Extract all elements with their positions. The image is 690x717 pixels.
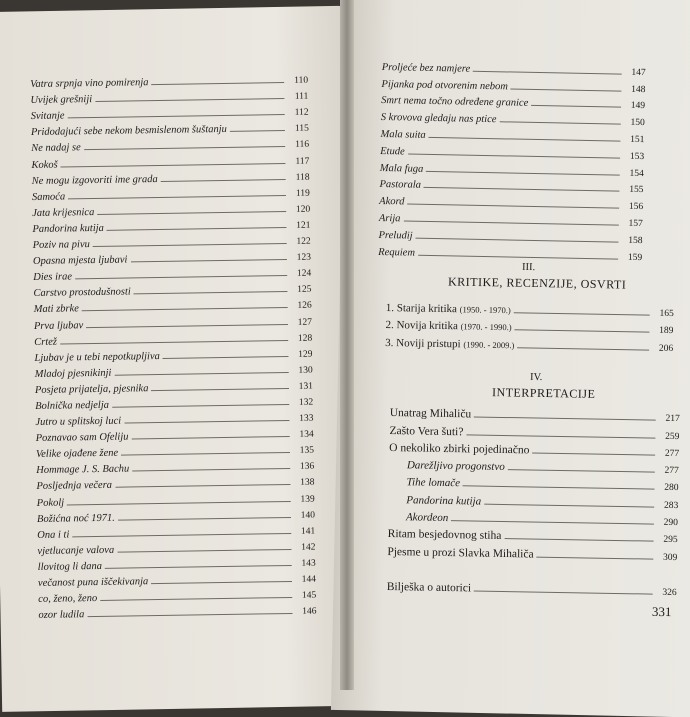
toc-entry-page: 129 [298,349,313,360]
toc-entry-page: 138 [300,478,315,489]
toc-entry-years: (1950. - 1970.) [459,304,511,316]
toc-entry-title: Posljednja večera [36,480,113,493]
toc-entry-page: 155 [629,185,644,196]
dot-leader [161,179,286,182]
toc-entry-title: Pokolj [36,497,65,509]
toc-entry-title: Carstvo prostodušnosti [33,286,131,300]
toc-entry-page: 158 [628,235,643,246]
toc-entry-title: Ne mogu izgovoriti ime grada [31,173,158,187]
toc-entry-page: 157 [628,218,643,230]
toc-entry-page: 148 [631,84,646,95]
toc-entry-title: Jata krijesnica [32,206,95,219]
toc-entry-page: 154 [629,168,644,179]
toc-entry-title: večanost puna iščekivanja [37,576,149,589]
toc-entry-page: 125 [297,284,312,296]
toc-entry-page: 153 [629,151,645,162]
toc-entry-page: 143 [301,558,316,569]
toc-entry-title: Etude [380,145,405,158]
toc-entry-title: Ne nadaj se [31,142,81,155]
toc-entry-title: Mladoj pjesnikinji [34,367,112,380]
dot-leader [515,330,650,333]
toc-entry-title: Vatra srpnja vino pomirenja [30,77,149,91]
dot-leader [474,590,653,594]
toc-entry-page: 326 [662,587,677,599]
dot-leader [112,404,289,408]
toc-entry-page: 144 [301,574,317,585]
dot-leader [131,436,289,439]
toc-entry-title: Akordeon [405,511,449,525]
toc-entry-title: Tihe lomače [406,476,461,490]
dot-leader [230,130,285,132]
toc-entry-title: Božićna noć 1971. [36,512,115,525]
dot-leader [511,88,622,91]
dot-leader [107,227,287,231]
toc-entry-page: 142 [301,542,316,553]
toc-entry-page: 217 [665,414,680,425]
dot-leader [100,597,292,601]
dot-leader [95,98,284,102]
toc-entry-title: Smrt nema točno određene granice [381,95,529,110]
dot-leader [152,82,285,85]
toc-entry-title: Samoća [31,191,66,203]
toc-entry-title: Dies irae [33,271,73,284]
dot-leader [134,291,288,294]
toc-entry-page: 290 [663,517,679,529]
section-3-number: III. [521,261,536,274]
dot-leader [130,259,286,262]
toc-entry-page: 259 [665,431,680,442]
toc-entry-title: Ritam besjedovnog stiha [387,528,502,543]
toc-entry-title: Hommage J. S. Bachu [36,463,130,477]
toc-entry-page: 277 [664,465,679,477]
toc-entry-years: (1990. - 2009.) [463,338,515,350]
toc-entry-page: 156 [628,201,644,213]
toc-entry-page: 131 [298,381,314,392]
page-number: 331 [651,603,672,620]
toc-entry-page: 139 [300,494,315,505]
toc-entry-title: Poznavao sam Ofeliju [35,431,129,445]
toc-entry-page: 277 [664,448,680,459]
toc-entry-title: Arija [378,212,401,225]
toc-entry-page: 206 [658,343,674,354]
dot-leader [124,420,289,424]
right-toc-list [378,56,646,263]
dot-leader [473,71,622,75]
toc-entry-label: 2. Novija kritika [385,319,459,333]
dot-leader [418,254,618,259]
book-gutter [340,0,354,690]
toc-entry-page: 295 [663,535,678,546]
toc-entry-page: 149 [630,101,646,112]
toc-entry-page: 130 [298,365,313,376]
toc-entry-page: 118 [295,172,310,183]
toc-entry-title: vjetlucanje valova [37,544,115,557]
dot-leader [484,503,654,507]
section-3-title: KRITIKE, RECENZIJE, OSVRTI [447,274,627,292]
toc-entry-page: 189 [659,326,674,337]
toc-entry-title: Unatrag Mihaliču [389,407,472,421]
dot-leader [514,312,650,315]
toc-entry-title: Posjeta prijatelja, pjesnika [34,383,149,396]
dot-leader [87,613,292,617]
toc-entry-page: 120 [295,204,311,215]
toc-entry-page: 141 [300,526,316,537]
toc-entry-title: co, ženo, ženo [38,593,98,606]
dot-leader [117,549,291,553]
toc-entry-page: 140 [300,510,316,521]
toc-entry-title: Prva ljubav [33,319,84,332]
toc-entry-title: Mala suita [380,128,426,141]
toc-entry-title: Bolnička nedjelja [35,399,110,412]
toc-entry-page: 280 [664,483,679,494]
toc-entry-page: 115 [294,124,309,135]
toc-entry-title: Poziv na pivu [32,239,90,252]
toc-entry-title: llovitog li dana [37,560,103,573]
toc-entry-title: Pijanka pod otvorenim nebom [381,78,509,93]
toc-entry-title: Jutro u splitskoj luci [35,415,122,429]
dot-leader [504,538,653,542]
toc-entry-page: 135 [299,445,315,457]
toc-entry-page: 112 [294,107,309,119]
toc-entry-title: Velike ojađene žene [35,447,119,461]
toc-entry-page: 147 [631,67,646,78]
dot-leader [93,243,287,247]
toc-entry-page: 111 [294,91,309,103]
toc-entry-title: Pandorina kutija [32,222,104,235]
toc-entry-title: Mati zbrke [33,303,79,316]
toc-entry-page: 119 [295,188,310,199]
toc-entry-title: Darežljivo progonstvo [406,459,505,474]
section-4-title: INTERPRETACIJE [491,385,596,401]
toc-entry-page: 151 [630,134,645,146]
toc-entry-title: Pastorala [379,179,422,192]
toc-entry-label: 3. Noviji pristupi [385,336,461,350]
toc-entry-title: Proljeće bez namjere [381,61,471,75]
toc-entry-page: 132 [298,397,314,408]
dot-leader [517,347,649,350]
toc-entry-page: 145 [301,590,317,601]
toc-entry-title: S krovova gledaju nas ptice [380,112,497,126]
toc-entry-page: 283 [663,500,679,511]
toc-entry-page: 150 [630,117,645,129]
toc-entry [387,540,677,562]
section-4-number: IV. [529,371,543,384]
toc-entry-page: 165 [659,308,674,320]
dot-leader [499,121,620,124]
toc-entry-page: 121 [296,220,311,231]
toc-entry-page: 110 [294,75,309,86]
toc-entry-page: 124 [296,268,312,280]
toc-entry-page: 159 [627,252,643,263]
toc-entry-title: Svitanje [30,110,65,123]
toc-entry-title: Pridodajući sebe nekom besmislenom šuštanju [30,124,227,139]
toc-entry-title: Ona i ti [37,529,70,541]
left-toc-list [30,70,317,621]
dot-leader [151,581,292,584]
toc-entry-title: Crtež [34,336,58,348]
toc-entry-title [385,337,517,351]
dot-leader [531,105,621,108]
dot-leader [163,356,289,359]
toc-entry-page: 123 [296,252,311,263]
toc-entry-page: 309 [662,552,678,563]
toc-entry-page: 128 [297,333,313,344]
toc-entry-title: Preludij [378,229,413,242]
toc-entry-page: 136 [299,461,315,473]
section-4-list [387,402,680,598]
toc-entry-title: Uvijek grešniji [30,94,93,107]
toc-entry-title: Pjesme u prozi Slavka Mihaliča [387,545,534,561]
toc-entry-page: 122 [296,236,311,247]
toc-entry-title: Bilješka o autorici [386,580,472,595]
toc-entry-title: ozor ludila [38,609,85,622]
dot-leader [537,556,654,559]
dot-leader [151,388,289,391]
toc-entry-page: 117 [295,156,310,167]
section-3-list [385,297,674,354]
toc-entry-years: (1970. - 1990.) [460,321,512,333]
dot-leader [132,468,290,471]
dot-leader [121,452,290,456]
toc-entry-title: Kokoš [31,159,58,171]
toc-entry-title: Zašto Vera šuti? [389,424,464,438]
dot-leader [97,211,286,215]
toc-entry-page: 126 [297,301,312,312]
toc-entry-page: 146 [302,606,317,617]
dot-leader [114,372,288,376]
toc-entry-label: 1. Starija kritika [385,302,458,316]
toc-entry-title: Mala fuga [379,162,424,175]
dot-leader [508,469,655,473]
dot-leader [118,517,291,521]
toc-entry-title: O nekoliko zbirki pojedinačno [389,441,530,457]
toc-entry-title: Pandorina kutija [406,494,482,508]
toc-entry-title: Akord [379,196,405,208]
toc-entry-page: 116 [295,140,310,151]
dot-leader [105,565,292,569]
toc-entry-page: 134 [299,429,314,440]
toc-entry-page: 127 [297,317,313,328]
toc-entry-title: Opasna mjesta ljubavi [32,254,128,268]
dot-leader [115,484,290,488]
toc-entry-title: Requiem [378,246,416,259]
dot-leader [532,452,655,455]
toc-entry-page: 133 [299,413,314,424]
toc-entry-title: Ljubav je u tebi nepotkupljiva [34,350,160,364]
